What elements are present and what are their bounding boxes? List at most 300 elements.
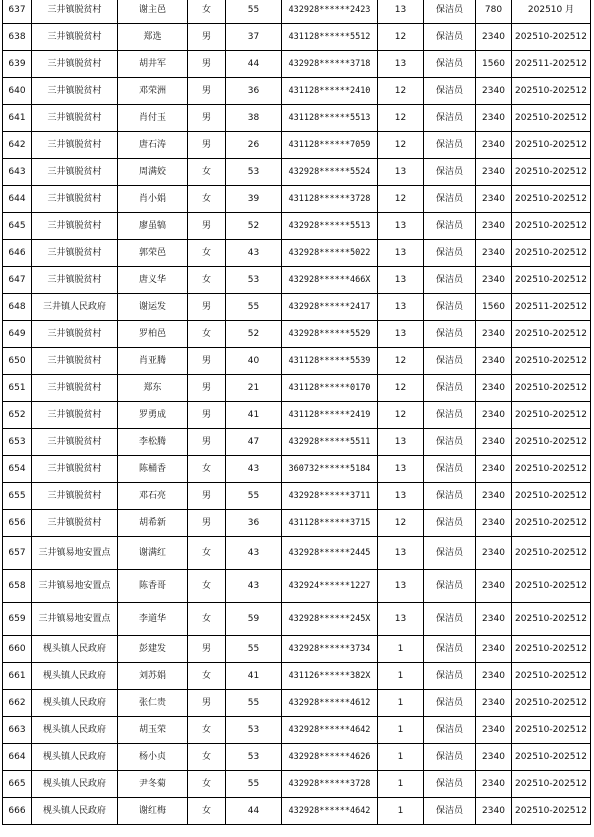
amount-cell: 2340: [476, 105, 512, 132]
gender-cell: 女: [188, 603, 226, 636]
name-cell: 胡井军: [118, 51, 188, 78]
months-cell: 13: [378, 429, 424, 456]
row-number-cell: 655: [3, 483, 32, 510]
months-cell: 1: [378, 636, 424, 663]
amount-cell: 1560: [476, 51, 512, 78]
unit-cell: 三井镇脱贫村: [32, 78, 118, 105]
amount-cell: 2340: [476, 798, 512, 825]
gender-cell: 男: [188, 51, 226, 78]
row-number-cell: 650: [3, 348, 32, 375]
post-cell: 保洁员: [424, 51, 476, 78]
gender-cell: 女: [188, 717, 226, 744]
name-cell: 郭荣邑: [118, 240, 188, 267]
id-number-cell: 432928******3711: [282, 483, 378, 510]
age-cell: 59: [226, 603, 282, 636]
post-cell: 保洁员: [424, 537, 476, 570]
table-row: [3, 51, 591, 78]
period-cell: 202510-202512: [512, 798, 591, 825]
id-number-cell: 432928******5529: [282, 321, 378, 348]
post-cell: 保洁员: [424, 132, 476, 159]
name-cell: 郑东: [118, 375, 188, 402]
table-row: [3, 78, 591, 105]
gender-cell: 女: [188, 267, 226, 294]
name-cell: 杨小贞: [118, 744, 188, 771]
months-cell: 13: [378, 267, 424, 294]
period-cell: 202511-202512: [512, 294, 591, 321]
months-cell: 13: [378, 603, 424, 636]
name-cell: 张仁贵: [118, 690, 188, 717]
post-cell: 保洁员: [424, 105, 476, 132]
post-cell: 保洁员: [424, 159, 476, 186]
gender-cell: 女: [188, 570, 226, 603]
unit-cell: 三井镇易地安置点: [32, 537, 118, 570]
period-cell: 202510-202512: [512, 132, 591, 159]
unit-cell: 枧头镇人民政府: [32, 663, 118, 690]
post-cell: 保洁员: [424, 603, 476, 636]
period-cell: 202510-202512: [512, 771, 591, 798]
amount-cell: 2340: [476, 24, 512, 51]
row-number-cell: 653: [3, 429, 32, 456]
unit-cell: 枧头镇人民政府: [32, 798, 118, 825]
months-cell: 1: [378, 717, 424, 744]
period-cell: 202510-202512: [512, 402, 591, 429]
table-row: [3, 798, 591, 825]
age-cell: 52: [226, 213, 282, 240]
unit-cell: 三井镇脱贫村: [32, 402, 118, 429]
post-cell: 保洁员: [424, 570, 476, 603]
gender-cell: 女: [188, 0, 226, 24]
months-cell: 13: [378, 51, 424, 78]
row-number-cell: 654: [3, 456, 32, 483]
unit-cell: 枧头镇人民政府: [32, 771, 118, 798]
age-cell: 55: [226, 690, 282, 717]
id-number-cell: 432928******4642: [282, 717, 378, 744]
gender-cell: 男: [188, 105, 226, 132]
period-cell: 202510-202512: [512, 375, 591, 402]
row-number-cell: 652: [3, 402, 32, 429]
post-cell: 保洁员: [424, 213, 476, 240]
table-row: [3, 105, 591, 132]
table-row: [3, 570, 591, 603]
name-cell: 陈桶香: [118, 456, 188, 483]
unit-cell: 枧头镇人民政府: [32, 690, 118, 717]
name-cell: 胡玉荣: [118, 717, 188, 744]
row-number-cell: 638: [3, 24, 32, 51]
post-cell: 保洁员: [424, 771, 476, 798]
amount-cell: 2340: [476, 240, 512, 267]
id-number-cell: 432928******2445: [282, 537, 378, 570]
row-number-cell: 642: [3, 132, 32, 159]
period-cell: 202510-202512: [512, 663, 591, 690]
period-cell: 202510-202512: [512, 483, 591, 510]
months-cell: 1: [378, 690, 424, 717]
period-cell: 202510-202512: [512, 690, 591, 717]
gender-cell: 女: [188, 663, 226, 690]
amount-cell: 2340: [476, 483, 512, 510]
unit-cell: 三井镇人民政府: [32, 294, 118, 321]
months-cell: 12: [378, 132, 424, 159]
age-cell: 40: [226, 348, 282, 375]
row-number-cell: 641: [3, 105, 32, 132]
table-row: [3, 636, 591, 663]
post-cell: 保洁员: [424, 690, 476, 717]
months-cell: 13: [378, 213, 424, 240]
row-number-cell: 661: [3, 663, 32, 690]
id-number-cell: 432928******3734: [282, 636, 378, 663]
gender-cell: 男: [188, 510, 226, 537]
unit-cell: 三井镇脱贫村: [32, 51, 118, 78]
months-cell: 13: [378, 570, 424, 603]
table-row: [3, 603, 591, 636]
post-cell: 保洁员: [424, 663, 476, 690]
months-cell: 1: [378, 798, 424, 825]
table-row: [3, 132, 591, 159]
id-number-cell: 360732******5184: [282, 456, 378, 483]
age-cell: 43: [226, 570, 282, 603]
row-number-cell: 643: [3, 159, 32, 186]
months-cell: 13: [378, 159, 424, 186]
id-number-cell: 431128******5512: [282, 24, 378, 51]
months-cell: 13: [378, 456, 424, 483]
name-cell: 刘苏娟: [118, 663, 188, 690]
period-cell: 202510-202512: [512, 267, 591, 294]
age-cell: 21: [226, 375, 282, 402]
row-number-cell: 659: [3, 603, 32, 636]
amount-cell: 2340: [476, 744, 512, 771]
amount-cell: 2340: [476, 267, 512, 294]
amount-cell: 2340: [476, 663, 512, 690]
post-cell: 保洁员: [424, 402, 476, 429]
name-cell: 谢运发: [118, 294, 188, 321]
row-number-cell: 651: [3, 375, 32, 402]
table-row: [3, 744, 591, 771]
period-cell: 202510-202512: [512, 321, 591, 348]
row-number-cell: 639: [3, 51, 32, 78]
age-cell: 53: [226, 267, 282, 294]
table-row: [3, 294, 591, 321]
gender-cell: 女: [188, 186, 226, 213]
post-cell: 保洁员: [424, 717, 476, 744]
name-cell: 邓荣洲: [118, 78, 188, 105]
name-cell: 谢红梅: [118, 798, 188, 825]
name-cell: 谢主邑: [118, 0, 188, 24]
gender-cell: 男: [188, 636, 226, 663]
gender-cell: 女: [188, 771, 226, 798]
gender-cell: 男: [188, 132, 226, 159]
row-number-cell: 658: [3, 570, 32, 603]
table-row: [3, 267, 591, 294]
unit-cell: 三井镇脱贫村: [32, 456, 118, 483]
amount-cell: 2340: [476, 186, 512, 213]
age-cell: 43: [226, 240, 282, 267]
row-number-cell: 646: [3, 240, 32, 267]
name-cell: 肖付玉: [118, 105, 188, 132]
period-cell: 202510-202512: [512, 105, 591, 132]
age-cell: 43: [226, 456, 282, 483]
age-cell: 36: [226, 510, 282, 537]
id-number-cell: 432928******5513: [282, 213, 378, 240]
roster-body: [3, 0, 591, 825]
gender-cell: 女: [188, 456, 226, 483]
post-cell: 保洁员: [424, 510, 476, 537]
period-cell: 202510-202512: [512, 186, 591, 213]
id-number-cell: 432928******4612: [282, 690, 378, 717]
row-number-cell: 664: [3, 744, 32, 771]
unit-cell: 三井镇脱贫村: [32, 375, 118, 402]
row-number-cell: 665: [3, 771, 32, 798]
row-number-cell: 649: [3, 321, 32, 348]
amount-cell: 2340: [476, 570, 512, 603]
name-cell: 周满姣: [118, 159, 188, 186]
id-number-cell: 432928******245X: [282, 603, 378, 636]
gender-cell: 女: [188, 321, 226, 348]
period-cell: 202510-202512: [512, 570, 591, 603]
roster-table: [2, 0, 591, 825]
amount-cell: 2340: [476, 402, 512, 429]
name-cell: 肖亚腾: [118, 348, 188, 375]
table-row: [3, 483, 591, 510]
post-cell: 保洁员: [424, 0, 476, 24]
age-cell: 55: [226, 294, 282, 321]
unit-cell: 三井镇脱贫村: [32, 132, 118, 159]
months-cell: 1: [378, 744, 424, 771]
table-row: [3, 717, 591, 744]
period-cell: 202510-202512: [512, 24, 591, 51]
name-cell: 罗勇成: [118, 402, 188, 429]
row-number-cell: 637: [3, 0, 32, 24]
period-cell: 202510 月: [512, 0, 591, 24]
table-row: [3, 24, 591, 51]
id-number-cell: 432928******5022: [282, 240, 378, 267]
age-cell: 44: [226, 798, 282, 825]
row-number-cell: 648: [3, 294, 32, 321]
period-cell: 202510-202512: [512, 510, 591, 537]
post-cell: 保洁员: [424, 24, 476, 51]
gender-cell: 男: [188, 375, 226, 402]
gender-cell: 男: [188, 78, 226, 105]
amount-cell: 2340: [476, 159, 512, 186]
period-cell: 202510-202512: [512, 636, 591, 663]
id-number-cell: 431128******2419: [282, 402, 378, 429]
age-cell: 43: [226, 537, 282, 570]
period-cell: 202510-202512: [512, 78, 591, 105]
id-number-cell: 432928******3718: [282, 51, 378, 78]
name-cell: 唐义华: [118, 267, 188, 294]
age-cell: 41: [226, 402, 282, 429]
unit-cell: 三井镇易地安置点: [32, 603, 118, 636]
unit-cell: 三井镇脱贫村: [32, 159, 118, 186]
id-number-cell: 432928******5511: [282, 429, 378, 456]
name-cell: 陈香哥: [118, 570, 188, 603]
id-number-cell: 432924******1227: [282, 570, 378, 603]
months-cell: 13: [378, 240, 424, 267]
age-cell: 41: [226, 663, 282, 690]
amount-cell: 2340: [476, 771, 512, 798]
unit-cell: 三井镇脱贫村: [32, 510, 118, 537]
age-cell: 55: [226, 771, 282, 798]
months-cell: 1: [378, 663, 424, 690]
id-number-cell: 431128******3715: [282, 510, 378, 537]
gender-cell: 男: [188, 690, 226, 717]
months-cell: 12: [378, 105, 424, 132]
period-cell: 202510-202512: [512, 348, 591, 375]
amount-cell: 2340: [476, 321, 512, 348]
age-cell: 37: [226, 24, 282, 51]
post-cell: 保洁员: [424, 429, 476, 456]
post-cell: 保洁员: [424, 348, 476, 375]
row-number-cell: 666: [3, 798, 32, 825]
table-row: [3, 510, 591, 537]
name-cell: 谢满红: [118, 537, 188, 570]
id-number-cell: 431128******3728: [282, 186, 378, 213]
row-number-cell: 640: [3, 78, 32, 105]
row-number-cell: 662: [3, 690, 32, 717]
amount-cell: 2340: [476, 603, 512, 636]
post-cell: 保洁员: [424, 375, 476, 402]
gender-cell: 男: [188, 483, 226, 510]
gender-cell: 女: [188, 744, 226, 771]
name-cell: 肖小娟: [118, 186, 188, 213]
post-cell: 保洁员: [424, 321, 476, 348]
row-number-cell: 645: [3, 213, 32, 240]
table-row: [3, 159, 591, 186]
name-cell: 胡希新: [118, 510, 188, 537]
months-cell: 13: [378, 483, 424, 510]
age-cell: 55: [226, 483, 282, 510]
name-cell: 彭建发: [118, 636, 188, 663]
age-cell: 55: [226, 0, 282, 24]
months-cell: 12: [378, 78, 424, 105]
age-cell: 26: [226, 132, 282, 159]
period-cell: 202510-202512: [512, 456, 591, 483]
unit-cell: 三井镇脱贫村: [32, 348, 118, 375]
table-row: [3, 240, 591, 267]
amount-cell: 2340: [476, 510, 512, 537]
post-cell: 保洁员: [424, 294, 476, 321]
unit-cell: 三井镇脱贫村: [32, 213, 118, 240]
months-cell: 12: [378, 402, 424, 429]
unit-cell: 三井镇脱贫村: [32, 0, 118, 24]
table-row: [3, 186, 591, 213]
unit-cell: 枧头镇人民政府: [32, 717, 118, 744]
table-row: [3, 0, 591, 24]
months-cell: 13: [378, 321, 424, 348]
gender-cell: 女: [188, 159, 226, 186]
unit-cell: 三井镇脱贫村: [32, 186, 118, 213]
id-number-cell: 431128******7059: [282, 132, 378, 159]
period-cell: 202510-202512: [512, 429, 591, 456]
post-cell: 保洁员: [424, 456, 476, 483]
unit-cell: 三井镇易地安置点: [32, 570, 118, 603]
name-cell: 罗柏邑: [118, 321, 188, 348]
period-cell: 202510-202512: [512, 717, 591, 744]
id-number-cell: 431128******2410: [282, 78, 378, 105]
row-number-cell: 663: [3, 717, 32, 744]
gender-cell: 男: [188, 429, 226, 456]
months-cell: 12: [378, 375, 424, 402]
amount-cell: 1560: [476, 294, 512, 321]
table-row: [3, 771, 591, 798]
name-cell: 李松腾: [118, 429, 188, 456]
period-cell: 202511-202512: [512, 51, 591, 78]
unit-cell: 枧头镇人民政府: [32, 744, 118, 771]
amount-cell: 2340: [476, 213, 512, 240]
table-row: [3, 321, 591, 348]
unit-cell: 枧头镇人民政府: [32, 636, 118, 663]
name-cell: 李道华: [118, 603, 188, 636]
post-cell: 保洁员: [424, 78, 476, 105]
post-cell: 保洁员: [424, 483, 476, 510]
unit-cell: 三井镇脱贫村: [32, 483, 118, 510]
age-cell: 53: [226, 744, 282, 771]
amount-cell: 2340: [476, 78, 512, 105]
row-number-cell: 647: [3, 267, 32, 294]
table-row: [3, 663, 591, 690]
table-row: [3, 213, 591, 240]
name-cell: 邓石亮: [118, 483, 188, 510]
id-number-cell: 431128******5513: [282, 105, 378, 132]
months-cell: 13: [378, 294, 424, 321]
age-cell: 55: [226, 636, 282, 663]
amount-cell: 2340: [476, 375, 512, 402]
row-number-cell: 656: [3, 510, 32, 537]
months-cell: 12: [378, 24, 424, 51]
period-cell: 202510-202512: [512, 213, 591, 240]
id-number-cell: 432928******4626: [282, 744, 378, 771]
gender-cell: 男: [188, 294, 226, 321]
amount-cell: 2340: [476, 348, 512, 375]
id-number-cell: 431126******382X: [282, 663, 378, 690]
age-cell: 53: [226, 717, 282, 744]
gender-cell: 男: [188, 348, 226, 375]
post-cell: 保洁员: [424, 744, 476, 771]
months-cell: 12: [378, 348, 424, 375]
id-number-cell: 432928******3728: [282, 771, 378, 798]
age-cell: 47: [226, 429, 282, 456]
age-cell: 53: [226, 159, 282, 186]
table-row: [3, 348, 591, 375]
gender-cell: 女: [188, 240, 226, 267]
table-row: [3, 537, 591, 570]
age-cell: 52: [226, 321, 282, 348]
id-number-cell: 432928******4642: [282, 798, 378, 825]
row-number-cell: 644: [3, 186, 32, 213]
months-cell: 13: [378, 0, 424, 24]
id-number-cell: 432928******2417: [282, 294, 378, 321]
period-cell: 202510-202512: [512, 744, 591, 771]
age-cell: 38: [226, 105, 282, 132]
gender-cell: 男: [188, 24, 226, 51]
table-row: [3, 456, 591, 483]
name-cell: 廖虽犒: [118, 213, 188, 240]
table-row: [3, 402, 591, 429]
name-cell: 唐石涛: [118, 132, 188, 159]
gender-cell: 女: [188, 537, 226, 570]
period-cell: 202510-202512: [512, 240, 591, 267]
post-cell: 保洁员: [424, 798, 476, 825]
gender-cell: 男: [188, 402, 226, 429]
gender-cell: 男: [188, 213, 226, 240]
post-cell: 保洁员: [424, 186, 476, 213]
unit-cell: 三井镇脱贫村: [32, 105, 118, 132]
months-cell: 1: [378, 771, 424, 798]
post-cell: 保洁员: [424, 636, 476, 663]
amount-cell: 2340: [476, 429, 512, 456]
unit-cell: 三井镇脱贫村: [32, 429, 118, 456]
unit-cell: 三井镇脱贫村: [32, 321, 118, 348]
age-cell: 44: [226, 51, 282, 78]
period-cell: 202510-202512: [512, 537, 591, 570]
